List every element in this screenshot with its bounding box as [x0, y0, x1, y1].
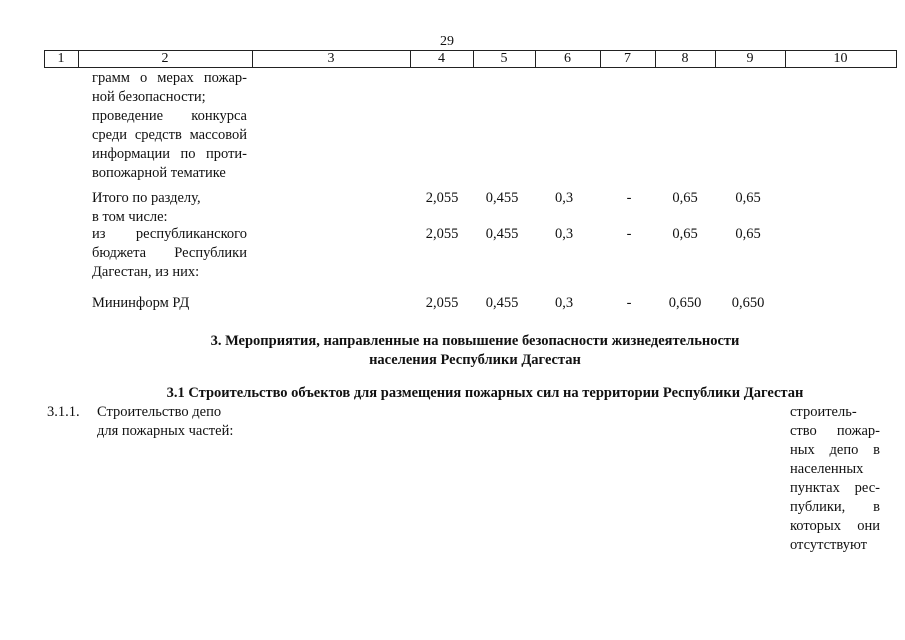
- total-col6: 0,3: [554, 190, 574, 206]
- mininform-col8: 0,650: [668, 295, 702, 311]
- total-col8: 0,65: [672, 190, 698, 206]
- item-number: 3.1.1.: [47, 404, 80, 420]
- column-header: 8: [681, 51, 689, 66]
- mininform-col6: 0,3: [554, 295, 574, 311]
- republic-col4: 2,055: [425, 226, 459, 242]
- republic-col6: 0,3: [554, 226, 574, 242]
- republic-col7: -: [626, 226, 632, 242]
- total-col5: 0,455: [485, 190, 519, 206]
- total-col4: 2,055: [425, 190, 459, 206]
- row-mininform-label: Мининформ РД: [92, 295, 190, 311]
- item-note: строитель- ство пожар- ных депо в населенных пунктах рес- публики, в которых они отсутствуют: [790, 404, 880, 553]
- total-col9: 0,65: [735, 190, 761, 206]
- page-number: 29: [440, 34, 454, 49]
- column-header: 2: [161, 51, 169, 66]
- mininform-col5: 0,455: [485, 295, 519, 311]
- republic-col5: 0,455: [485, 226, 519, 242]
- column-header: 3: [327, 51, 335, 66]
- total-col7: -: [626, 190, 632, 206]
- column-header: 4: [438, 51, 445, 66]
- mininform-col7: -: [626, 295, 632, 311]
- header-bottom-rule: [44, 67, 897, 68]
- row-republic-label: из республиканского бюджета Республики Дагестан, из них:: [92, 226, 247, 280]
- republic-col8: 0,65: [672, 226, 698, 242]
- column-header: 5: [500, 51, 508, 66]
- column-header: 7: [624, 51, 631, 66]
- column-header: 6: [564, 51, 571, 66]
- row-total-label: Итого по разделу, в том числе:: [92, 190, 201, 225]
- subsection-heading: 3.1 Строительство объектов для размещения пожарных сил на территории Республики Дагестан: [166, 385, 804, 401]
- mininform-col4: 2,055: [425, 295, 459, 311]
- column-header: 1: [57, 51, 65, 66]
- item-name: Строительство депо для пожарных частей:: [97, 404, 234, 439]
- mininform-col9: 0,650: [731, 295, 765, 311]
- continuation-text: грамм о мерах пожар- ной безопасности; проведение конкурса среди средств массовой информации по проти- вопожарной тематике: [92, 70, 247, 181]
- column-header: 9: [746, 51, 754, 66]
- republic-col9: 0,65: [735, 226, 761, 242]
- section-heading: 3. Мероприятия, направленные на повышение безопасности жизнедеятельности населения Республики Дагестан: [210, 333, 740, 368]
- column-divider: [896, 50, 897, 68]
- column-header: 10: [833, 51, 848, 66]
